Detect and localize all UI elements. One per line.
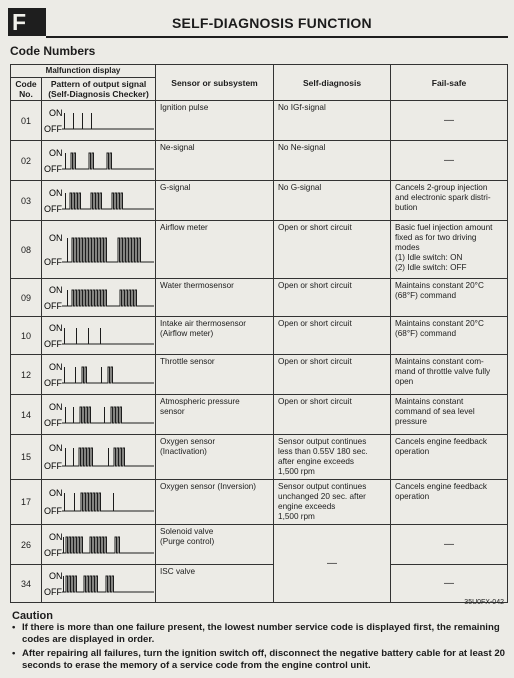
- signal-pattern: [42, 480, 156, 525]
- on-label: ON: [49, 322, 63, 333]
- signal-pattern: [42, 525, 156, 565]
- cell-line: less than 0.55V 180 sec.: [278, 447, 368, 456]
- waveform-trace: [62, 290, 154, 306]
- cell-line: and electronic spark distri-: [395, 193, 491, 202]
- cell-line: —: [444, 154, 455, 166]
- cell-line: Open or short circuit: [278, 319, 352, 328]
- self-diagnosis-header: Self-diagnosis: [274, 65, 391, 101]
- sensor-cell: [156, 101, 274, 141]
- failsafe-cell: [391, 525, 508, 565]
- waveform-graphic: [42, 318, 156, 354]
- sensor-cell: [156, 355, 274, 395]
- diagnosis-cell: [274, 525, 391, 603]
- cell-line: Code: [15, 79, 37, 89]
- cell-line: Pattern of output signal: [50, 79, 147, 89]
- sensor-cell: [156, 525, 274, 565]
- cell-line: (Airflow meter): [160, 329, 214, 338]
- diagnosis-cell: [274, 181, 391, 221]
- code-no-header: [11, 78, 42, 101]
- signal-pattern: [42, 101, 156, 141]
- cell-line: —: [444, 538, 455, 550]
- cell-line: unchanged 20 sec. after: [278, 492, 366, 501]
- on-label: ON: [49, 531, 63, 542]
- waveform-graphic: [42, 182, 156, 220]
- cell-line: No IGf-signal: [278, 103, 326, 112]
- diagnosis-cell: [274, 141, 391, 181]
- signal-pattern: [42, 181, 156, 221]
- code-number: 03: [11, 181, 42, 221]
- on-label: ON: [49, 361, 63, 372]
- code-number: 15: [11, 435, 42, 480]
- cell-line: (Inactivation): [160, 447, 207, 456]
- cell-line: Solenoid valve: [160, 527, 214, 536]
- on-label: ON: [49, 488, 63, 498]
- diagnosis-cell: [274, 317, 391, 355]
- diagnosis-cell: [274, 480, 391, 525]
- cell-line: Open or short circuit: [278, 357, 352, 366]
- off-label: OFF: [44, 586, 62, 597]
- failsafe-cell: [391, 181, 508, 221]
- cell-line: pressure: [395, 417, 427, 426]
- section-letter: F: [8, 8, 46, 36]
- off-label: OFF: [44, 123, 62, 134]
- code-number: 26: [11, 525, 42, 565]
- cell-line: Throttle sensor: [160, 357, 215, 366]
- cell-line: (1) Idle switch: ON: [395, 253, 463, 262]
- diagnosis-cell: [274, 395, 391, 435]
- cell-line: Open or short circuit: [278, 397, 352, 406]
- cell-line: —: [444, 114, 455, 126]
- diagnosis-cell: [274, 435, 391, 480]
- waveform-graphic: [42, 142, 156, 180]
- cell-line: mand of throttle valve fully: [395, 367, 491, 376]
- sensor-cell: [156, 395, 274, 435]
- cell-line: Oxygen sensor: [160, 437, 216, 446]
- title-rule: [46, 36, 508, 38]
- off-label: OFF: [44, 338, 62, 349]
- cell-line: (Purge control): [160, 537, 215, 546]
- waveform-trace: [62, 153, 154, 169]
- cell-line: bution: [395, 203, 418, 212]
- cell-line: Airflow meter: [160, 223, 208, 232]
- cell-line: Maintains constant com-: [395, 357, 484, 366]
- failsafe-cell: [391, 279, 508, 317]
- off-label: OFF: [44, 256, 62, 267]
- waveform-graphic: [42, 566, 156, 602]
- cell-line: Cancels 2-group injection: [395, 183, 488, 192]
- sensor-cell: [156, 221, 274, 279]
- waveform-graphic: [42, 222, 156, 278]
- sensor-cell: [156, 279, 274, 317]
- bullet-icon: •: [12, 622, 16, 633]
- diagnosis-cell: [274, 279, 391, 317]
- waveform-trace: [62, 407, 154, 423]
- cell-line: No G-signal: [278, 183, 322, 192]
- off-label: OFF: [44, 163, 62, 174]
- cell-line: operation: [395, 492, 430, 501]
- failsafe-cell: [391, 355, 508, 395]
- cell-line: 1,500 rpm: [278, 512, 315, 521]
- code-number: 34: [11, 565, 42, 603]
- code-number: 10: [11, 317, 42, 355]
- failsafe-cell: [391, 317, 508, 355]
- on-label: ON: [49, 232, 63, 243]
- failsafe-cell: [391, 141, 508, 181]
- cell-line: Atmospheric pressure: [160, 397, 240, 406]
- caution-item: [12, 622, 508, 646]
- failsafe-cell: [391, 101, 508, 141]
- cell-line: Maintains constant 20°C: [395, 281, 484, 290]
- cell-line: No Ne-signal: [278, 143, 326, 152]
- caution-item: [12, 648, 508, 672]
- cell-line: Sensor output continues: [278, 437, 367, 446]
- waveform-graphic: [42, 102, 156, 140]
- diagnosis-cell: [274, 221, 391, 279]
- code-number: 08: [11, 221, 42, 279]
- code-number: 14: [11, 395, 42, 435]
- cell-line: operation: [395, 447, 430, 456]
- cell-line: fixed as for two driving: [395, 233, 477, 242]
- cell-line: Cancels engine feedback: [395, 437, 487, 446]
- waveform-graphic: [42, 356, 156, 394]
- pattern-header: [42, 78, 156, 101]
- on-label: ON: [49, 284, 63, 295]
- sensor-cell: [156, 565, 274, 603]
- signal-pattern: [42, 565, 156, 603]
- off-label: OFF: [44, 461, 62, 471]
- sensor-header: Sensor or subsystem: [156, 65, 274, 101]
- off-label: OFF: [44, 377, 62, 388]
- signal-pattern: [42, 435, 156, 480]
- waveform-graphic: [42, 280, 156, 316]
- off-label: OFF: [44, 547, 62, 558]
- waveform-graphic: [42, 437, 156, 477]
- signal-pattern: [42, 355, 156, 395]
- code-number: 02: [11, 141, 42, 181]
- cell-line: —: [444, 577, 455, 589]
- off-label: OFF: [44, 417, 62, 428]
- cell-line: Cancels engine feedback: [395, 482, 487, 491]
- diagnosis-cell: [274, 355, 391, 395]
- code-number: 01: [11, 101, 42, 141]
- cell-line: open: [395, 377, 414, 386]
- failsafe-cell: [391, 395, 508, 435]
- cell-line: engine exceeds: [278, 502, 336, 511]
- bullet-icon: •: [12, 648, 16, 659]
- caution-text: If there is more than one failure present, the lowest number service code is displayed first, the remaining codes are displayed in order.: [22, 622, 500, 645]
- cell-line: (68°F) command: [395, 329, 457, 338]
- code-number: 09: [11, 279, 42, 317]
- sensor-cell: [156, 317, 274, 355]
- fail-safe-header: Fail-safe: [391, 65, 508, 101]
- page-title: SELF-DIAGNOSIS FUNCTION: [172, 15, 372, 31]
- on-label: ON: [49, 107, 63, 118]
- waveform-trace: [62, 193, 154, 209]
- code-number: 17: [11, 480, 42, 525]
- cell-line: Maintains constant: [395, 397, 464, 406]
- cell-line: ISC valve: [160, 567, 196, 576]
- signal-pattern: [42, 395, 156, 435]
- cell-line: 1,500 rpm: [278, 467, 315, 476]
- failsafe-cell: [391, 480, 508, 525]
- off-label: OFF: [44, 203, 62, 214]
- waveform-graphic: [42, 526, 156, 564]
- cell-line: Oxygen sensor (Inversion): [160, 482, 257, 491]
- sensor-cell: [156, 435, 274, 480]
- diagnosis-cell: [274, 101, 391, 141]
- figure-reference: 35U0FX-042: [464, 599, 504, 606]
- off-label: OFF: [44, 506, 62, 516]
- waveform-trace: [62, 238, 154, 262]
- caution-heading: Caution: [12, 610, 53, 622]
- waveform-trace: [62, 537, 154, 553]
- cell-line: modes: [395, 243, 420, 252]
- cell-line: sensor: [160, 407, 185, 416]
- on-label: ON: [49, 443, 63, 453]
- waveform-trace: [62, 493, 154, 511]
- waveform-trace: [62, 576, 154, 592]
- failsafe-cell: [391, 221, 508, 279]
- cell-line: (68°F) command: [395, 291, 457, 300]
- on-label: ON: [49, 401, 63, 412]
- cell-line: Basic fuel injection amount: [395, 223, 493, 232]
- malfunction-display-header: Malfunction display: [11, 65, 156, 78]
- failsafe-cell: [391, 435, 508, 480]
- on-label: ON: [49, 187, 63, 198]
- code-number: 12: [11, 355, 42, 395]
- cell-line: Intake air thermosensor: [160, 319, 247, 328]
- caution-text: After repairing all failures, turn the ignition switch off, disconnect the negative battery cable for at least 20 seconds to erase the memory of a service code from the engine control unit.: [22, 648, 505, 671]
- caution-list: [12, 622, 508, 674]
- cell-line: (Self-Diagnosis Checker): [48, 89, 149, 99]
- cell-line: G-signal: [160, 183, 191, 192]
- cell-line: Open or short circuit: [278, 281, 352, 290]
- on-label: ON: [49, 147, 63, 158]
- cell-line: (2) Idle switch: OFF: [395, 263, 467, 272]
- signal-pattern: [42, 317, 156, 355]
- cell-line: Sensor output continues: [278, 482, 367, 491]
- sensor-cell: [156, 480, 274, 525]
- cell-line: Water thermosensor: [160, 281, 234, 290]
- cell-line: Ne-signal: [160, 143, 195, 152]
- sensor-cell: [156, 141, 274, 181]
- cell-line: No.: [19, 89, 33, 99]
- section-heading: Code Numbers: [10, 44, 96, 58]
- cell-line: after engine exceeds: [278, 457, 355, 466]
- cell-line: Maintains constant 20°C: [395, 319, 484, 328]
- cell-line: command of sea level: [395, 407, 475, 416]
- cell-line: —: [327, 557, 338, 569]
- failsafe-cell: [391, 565, 508, 603]
- cell-line: Open or short circuit: [278, 223, 352, 232]
- signal-pattern: [42, 221, 156, 279]
- on-label: ON: [49, 570, 63, 581]
- signal-pattern: [42, 141, 156, 181]
- sensor-cell: [156, 181, 274, 221]
- signal-pattern: [42, 279, 156, 317]
- code-table: [10, 64, 508, 603]
- off-label: OFF: [44, 300, 62, 311]
- cell-line: Ignition pulse: [160, 103, 209, 112]
- waveform-graphic: [42, 482, 156, 522]
- waveform-graphic: [42, 396, 156, 434]
